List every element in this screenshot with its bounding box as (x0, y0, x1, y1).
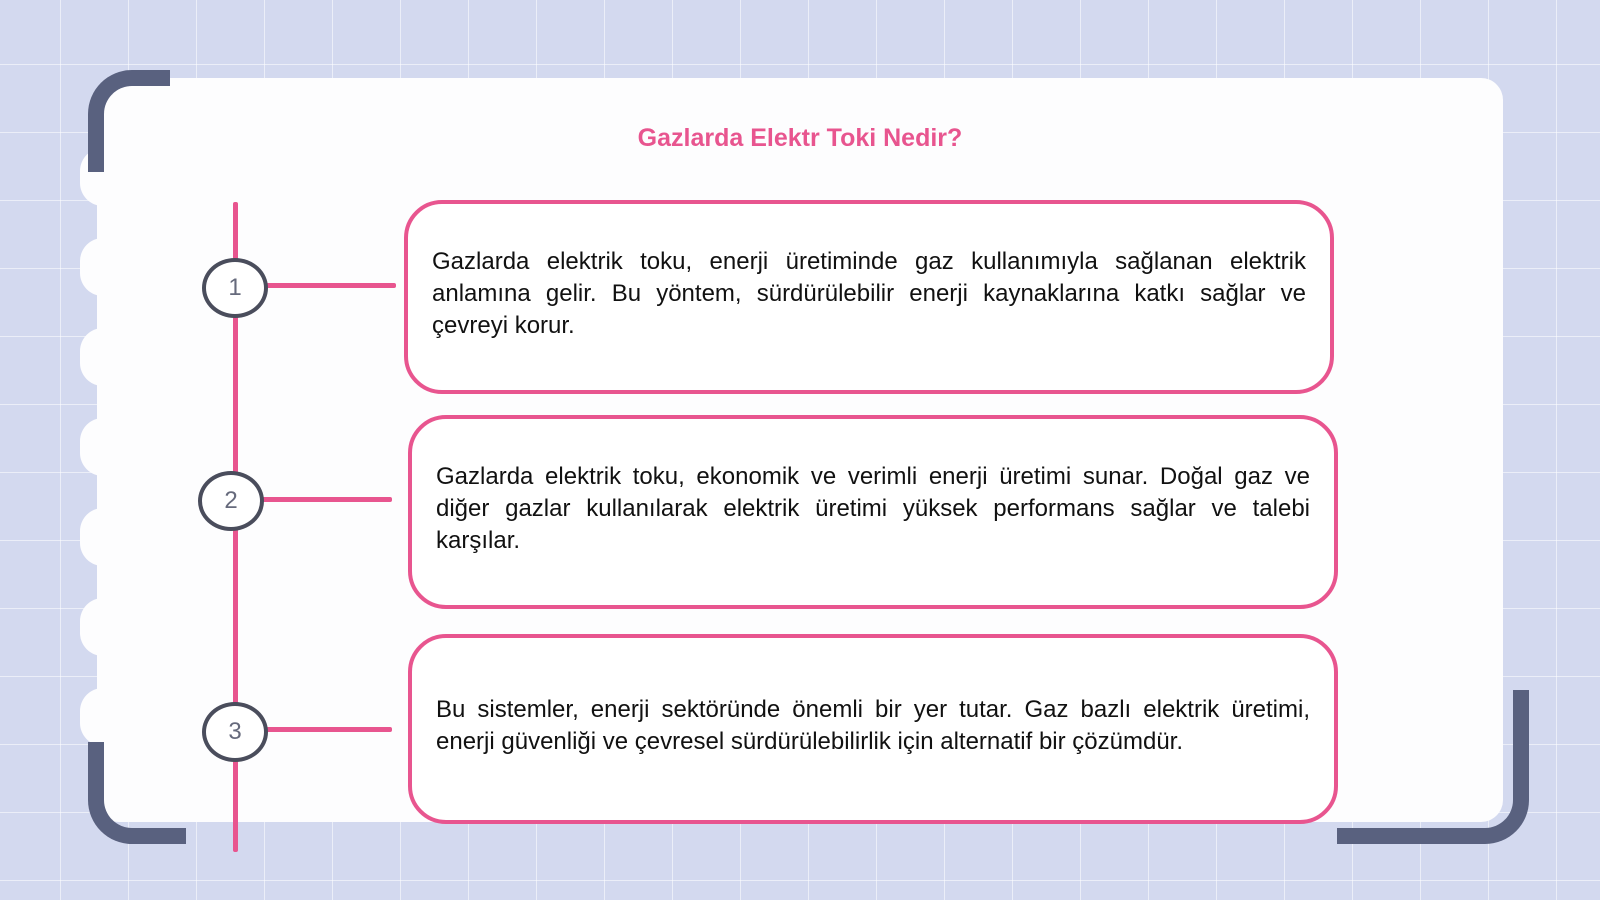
step-number-circle (202, 702, 268, 762)
frame-corner-top-left (88, 70, 170, 172)
notebook-bump (80, 238, 126, 296)
notebook-bump (80, 688, 126, 746)
step-box (408, 415, 1338, 609)
step-box (408, 634, 1338, 824)
step-number: 3 (228, 718, 242, 745)
notebook-bump (80, 508, 126, 566)
page-title: Gazlarda Elektr Toki Nedir? (637, 124, 963, 152)
notebook-bump (80, 328, 126, 386)
step-number-circle (198, 471, 264, 531)
step-text: Gazlarda elektrik toku, enerji üretiminde gaz kullanımıyla sağlanan elektrik anlamına gelir. Bu yöntem, sürdürülebilir enerji kaynaklarına katkı sağlar ve çevreyi korur. (432, 248, 1306, 339)
step-text: Bu sistemler, enerji sektöründe önemli bir yer tutar. Gaz bazlı elektrik üretimi, enerji güvenliği ve çevresel sürdürülebilirlik için alternatif bir çözümdür. (436, 696, 1310, 755)
step-number: 1 (228, 274, 242, 301)
notebook-bump (80, 598, 126, 656)
frame-corner-bottom-right (1337, 690, 1529, 844)
step-number: 2 (224, 487, 238, 514)
step-box (404, 200, 1334, 394)
notebook-bump (80, 418, 126, 476)
timeline-connector (258, 497, 392, 502)
step-number-circle (202, 258, 268, 318)
step-text: Gazlarda elektrik toku, ekonomik ve verimli enerji üretimi sunar. Doğal gaz ve diğer gazlar kullanılarak elektrik üretimi yüksek performans sağlar ve talebi karşılar. (436, 463, 1310, 554)
timeline-connector (262, 283, 396, 288)
timeline-connector (262, 727, 392, 732)
frame-corner-bottom-left (88, 742, 186, 844)
